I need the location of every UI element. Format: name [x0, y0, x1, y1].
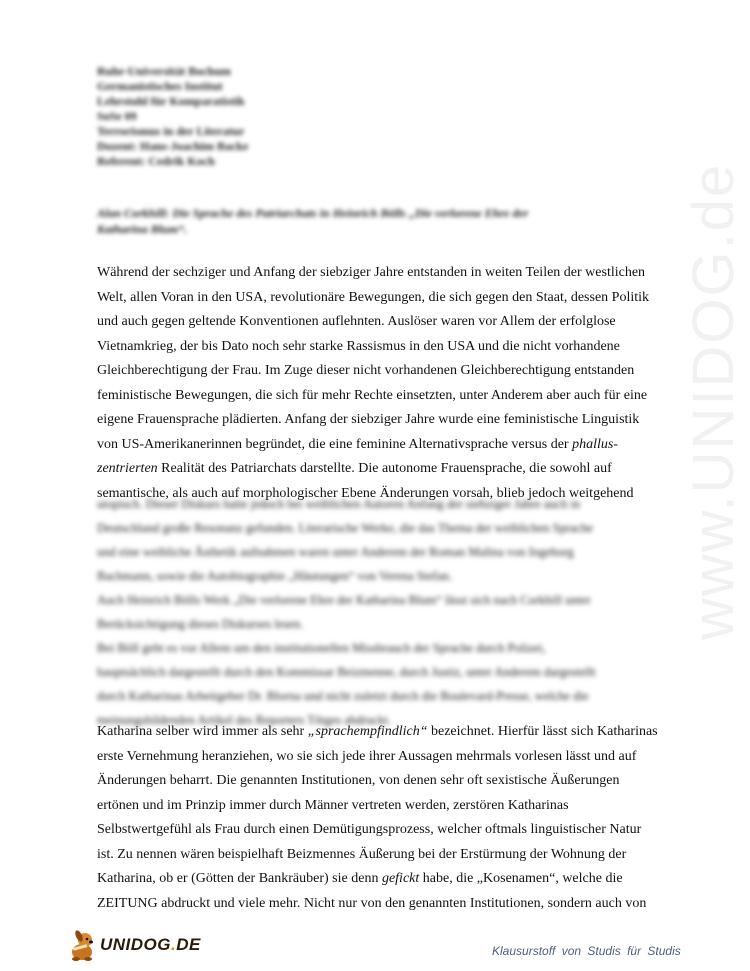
text-line: Während der sechziger und Anfang der siebziger Jahre entstanden in weiten Teilen der westlichen: [97, 265, 646, 280]
blurred-line: Berücksichtigung dieses Diskurses lesen.: [97, 617, 304, 631]
blurred-line: und eine weibliche Ästhetik aufnahmen waren unter Anderem der Roman Malina von Ingeborg: [97, 545, 574, 559]
blurred-line: Bachmann, sowie die Autobiographie „Häutungen“ von Verena Stefan.: [97, 569, 452, 583]
text-line: Änderungen beharrt. Die genannten Institutionen, von denen sehr oft sexistische Äußerungen: [97, 773, 620, 788]
header-lecturer: Dozent: Hans-Joachim Backe: [97, 139, 249, 153]
logo-dot: .: [171, 935, 177, 954]
text-line: Selbstwertgefühl als Frau durch einen Demütigungsprozess, welcher oftmals linguistischer Natur: [97, 822, 642, 837]
text-line: semantische, als auch auf morphologischer Ebene Änderungen vorsah, blieb jedoch weitgehend: [97, 485, 634, 501]
header-semester: SoSe 09: [97, 109, 137, 123]
text-segment: von US-Amerikanerinnen begründet, die eine feminine Alternativsprache versus der: [97, 436, 573, 452]
text-segment: Katharina selber wird immer als sehr: [97, 724, 308, 739]
text-line: und auch gegen geltende Konventionen auflehnten. Auslöser waren vor Allem der erfolglose: [97, 314, 616, 329]
text-line: ist. Zu nennen wären beispielhaft Beizmennes Äußerung bei der Erstürmung der Wohnung der: [97, 846, 627, 862]
paragraph-intro: [97, 261, 655, 506]
text-segment: Realität des Patriarchats darstellte. Die autonome Frauensprache, die sowohl auf: [157, 461, 612, 476]
dog-mascot-icon: [68, 928, 98, 962]
italic-term: „sprachempfindlich“: [307, 724, 428, 739]
italic-term: zentrierten: [97, 461, 158, 476]
paragraph-analysis: [97, 720, 658, 916]
document-subtitle: [97, 205, 657, 237]
text-line: ZEITUNG abdruckt und viele mehr. Nicht nur von den genannten Institutionen, sondern auch von: [97, 895, 647, 911]
watermark-text: www.UNIDOG.de: [681, 162, 746, 640]
text-line: erste Vernehmung heranziehen, wo sie sich jede ihrer Aussagen mehrmals vorlesen lässt und auf: [97, 748, 637, 764]
blurred-line: Bei Böll geht es vor Allem um den institutionellen Missbrauch der Sprache durch Polizei,: [97, 641, 546, 655]
footer-tagline: Klausurstoff von Studis für Studis: [492, 944, 681, 958]
italic-term: gefickt: [381, 871, 420, 886]
text-segment: habe, die „Kosenamen“, welche die: [419, 871, 623, 886]
logo-tld: DE: [176, 935, 201, 954]
text-line: Vietnamkrieg, der bis Dato noch sehr starke Rassismus in den USA und die nicht vorhandene: [97, 338, 620, 354]
text-line: ertönen und im Prinzip immer durch Männer vertreten werden, zerstören Katharinas: [97, 797, 569, 813]
text-line: Welt, allen Voran in den USA, revolutionäre Bewegungen, die sich gegen den Staat, dessen Politik: [97, 289, 650, 305]
blurred-line: durch Katharinas Arbeitgeber Dr. Blorna und nicht zuletzt durch die Boulevard-Presse, welche die: [97, 689, 589, 703]
text-segment: bezeichnet. Hierfür lässt sich Katharinas: [427, 724, 658, 739]
text-line: Gleichberechtigung der Frau. Im Zuge dieser nicht vorhandenen Gleichberechtigung entstanden: [97, 363, 635, 378]
text-line: [97, 433, 655, 458]
header-course: Terrorismus in der Literatur: [97, 124, 245, 138]
blurred-line: utopisch. Dieser Diskurs hatte jedoch bei weiblichen Autoren Anfang der siebziger Jahre auch in: [97, 497, 581, 511]
blurred-preview-section: [97, 492, 657, 732]
logo-wordmark: [100, 935, 201, 955]
italic-term: phallus-: [572, 436, 618, 452]
text-line: feministische Bewegungen, die sich für mehr Rechte einsetzten, unter Anderem aber auch für eine: [97, 387, 648, 403]
document-header: [97, 64, 497, 169]
header-university: Ruhr-Universität Bochum: [97, 64, 231, 78]
subtitle-line: Alan Corkhill: Die Sprache des Patriarchats in Heinrich Bölls „Die verlorene Ehre der: [97, 206, 529, 220]
blurred-line: meinungsbildenden Artikel des Reporters Tötges abdruckt.: [97, 713, 392, 727]
blurred-line: Auch Heinrich Bölls Werk „Die verlorene Ehre der Katharina Blum“ lässt sich nach Corkhill unter: [97, 593, 591, 607]
text-line: [97, 720, 658, 745]
subtitle-line: Katharina Blum“.: [97, 222, 188, 236]
logo-name: UNIDOG: [100, 935, 171, 954]
blurred-line: Deutschland große Resonanz gefunden. Literarische Werke, die das Thema der weiblichen Sprache: [97, 521, 593, 535]
unidog-logo[interactable]: [68, 928, 201, 962]
header-institute: Germanistisches Institut: [97, 79, 223, 93]
text-segment: Katharina, ob er (Götten der Bankräuber) sie denn: [97, 871, 382, 886]
blurred-line: hauptsächlich dargestellt durch den Kommissar Beizmenne, durch Justiz, unter Anderem dargestellt: [97, 665, 596, 679]
text-line: eigene Frauensprache plädierten. Anfang der siebziger Jahre wurde eine feministische Linguistik: [97, 412, 640, 427]
text-line: [97, 457, 655, 482]
header-presenter: Referent: Cedrik Koch: [97, 154, 215, 168]
header-chair: Lehrstuhl für Komparatistik: [97, 94, 245, 108]
text-line: [97, 867, 655, 892]
